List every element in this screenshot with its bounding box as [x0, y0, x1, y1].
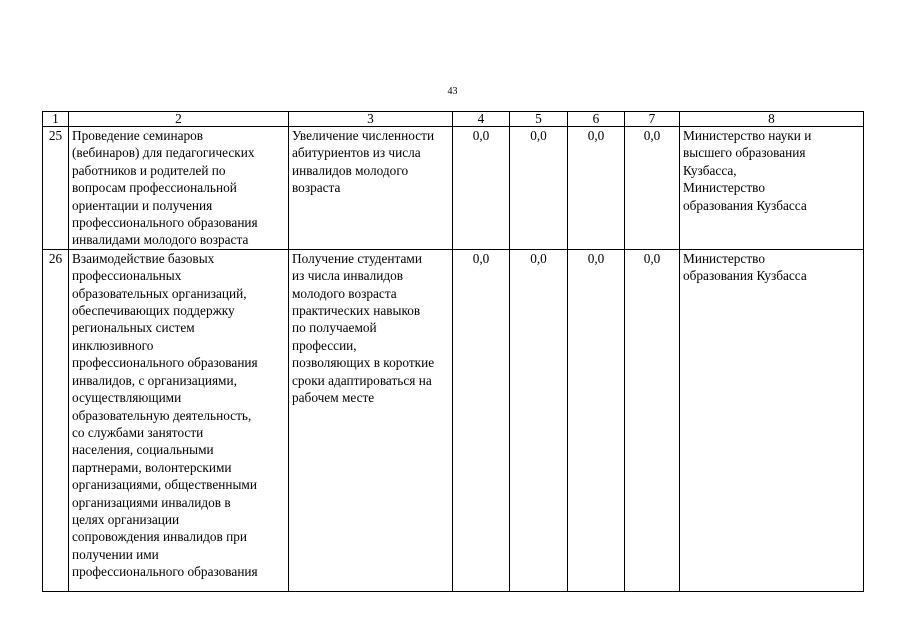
result-cell	[289, 127, 453, 250]
event-text: Взаимодействие базовых профессиональных образовательных организаций, обеспечивающих поддержку региональных систем инклюзивного профессионального образования инвалидов, с организациями, осуществляющими образовательную деятельность, со службами занятости населения, социальными партнерами, волонтерскими организациями, общественными организациями инвалидов в целях организации сопровождения инвалидов при получении ими профессионального образования	[72, 250, 258, 580]
header-col-2: 2	[69, 112, 289, 127]
row-number: 26	[43, 249, 69, 591]
result-text: Увеличение численности абитуриентов из числа инвалидов молодого возраста	[292, 128, 435, 196]
header-col-1: 1	[43, 112, 69, 127]
header-col-4: 4	[453, 112, 510, 127]
event-text: Проведение семинаров (вебинаров) для педагогических работников и родителей по вопросам профессиональной ориентации и получения профессионального образования инвалидами молодого возраста	[72, 128, 258, 248]
result-text: Получение студентами из числа инвалидов молодого возраста практических навыков по получаемой профессии, позволяющих в короткие сроки адаптироваться на рабочем месте	[292, 250, 435, 406]
result-cell	[289, 249, 453, 591]
executor-cell	[680, 127, 864, 250]
event-cell	[69, 127, 289, 250]
value-col-7: 0,0	[625, 127, 680, 250]
value-col-4: 0,0	[453, 249, 510, 591]
table-row	[43, 127, 864, 250]
value-col-7: 0,0	[625, 249, 680, 591]
header-col-6: 6	[568, 112, 625, 127]
measures-table	[42, 111, 864, 592]
value-col-4: 0,0	[453, 127, 510, 250]
value-col-6: 0,0	[568, 127, 625, 250]
value-col-5: 0,0	[510, 249, 568, 591]
value-col-6: 0,0	[568, 249, 625, 591]
event-cell	[69, 249, 289, 591]
header-col-5: 5	[510, 112, 568, 127]
executor-cell	[680, 249, 864, 591]
header-col-7: 7	[625, 112, 680, 127]
page-number: 43	[447, 86, 458, 97]
row-number: 25	[43, 127, 69, 250]
header-col-3: 3	[289, 112, 453, 127]
header-col-8: 8	[680, 112, 864, 127]
executor-text: Министерство науки и высшего образования Кузбасса, Министерство образования Кузбасса	[683, 128, 812, 213]
table-header-row	[43, 112, 864, 127]
value-col-5: 0,0	[510, 127, 568, 250]
executor-text: Министерство образования Кузбасса	[683, 250, 807, 284]
table-row	[43, 249, 864, 591]
